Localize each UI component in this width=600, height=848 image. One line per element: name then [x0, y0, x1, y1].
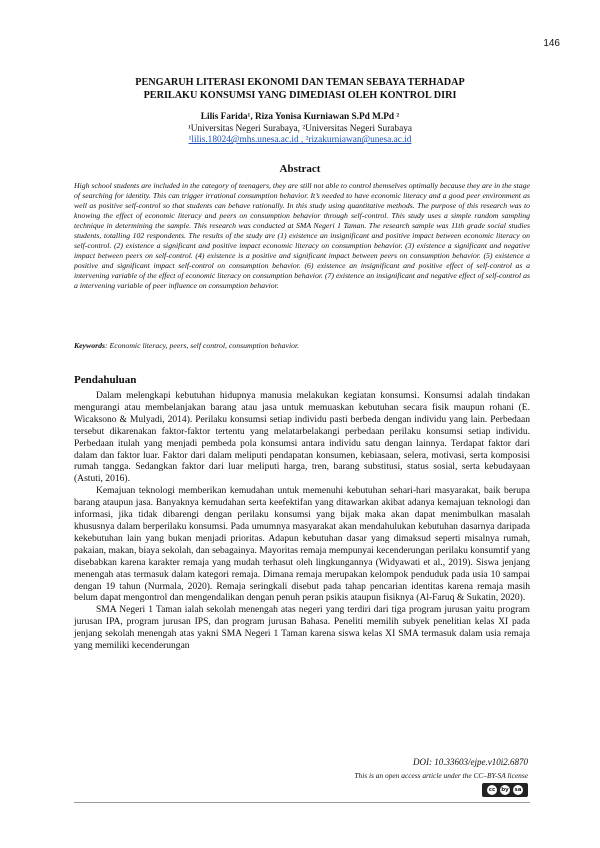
keywords-list: : Economic literacy, peers, self control, consumption behavior. — [105, 341, 300, 350]
cc-icon: cc — [488, 787, 496, 793]
footer-divider — [74, 802, 530, 803]
author-block — [70, 112, 530, 147]
page-number: 146 — [543, 38, 560, 49]
body-paragraph: Kemajuan teknologi memberikan kemudahan untuk memenuhi kebutuhan sehari-hari masyarakat, baik berupa barang ataupun jasa. Banyaknya kemudahan serta keefektifan yang ditawarkan akibat adanya kemajuan teknologi dan informasi, jika tidak dibarengi dengan perilaku konsumsi yang bijak maka akan dapat menimbulkan masalah khususnya dalam berperilaku konsumsi. Pada umumnya masyarakat akan mendahulukan kebutuhan dasarnya daripada kekebutuhan lain yang bukan menjadi prioritas. Adapun kebutuhan dasar yang dimaksud seperti misalnya rumah, pakaian, makan, biaya sekolah, dan sebagainya. Mayoritas remaja mempunyai kecenderungan perilaku konsumtif yang disebabkan karena karakter remaja yang mudah terhasut oleh lingkungannya (Widyawati et al., 2019). Siswa jenjang menengah atas termasuk dalam kategori remaja. Dimana remaja merupakan kelompok penduduk pada usia 10 sampai dengan 19 tahun (Nurmala, 2020). Remaja seringkali disebut pada tahap pencarian identitas karena remaja masih belum dapat mengontrol dan mengendalikan dengan penuh peran psikis ataupun fisiknya (Al-Faruq & Sukatin, 2020). — [74, 485, 530, 604]
body-paragraph: SMA Negeri 1 Taman ialah sekolah menengah atas negeri yang terdiri dari tiga program jurusan yaitu program jurusan IPA, program jurusan IPS, dan program jurusan Bahasa. Peneliti memilih subyek penelitian kelas XI pada jenjang sekolah menengah atas yakni SMA Negeri 1 Taman karena siswa kelas XI SMA termasuk dalam usia remaja yang memiliki kecenderungan — [74, 604, 530, 652]
section-heading: Pendahuluan — [74, 374, 137, 386]
keywords-label: Keywords — [74, 341, 105, 350]
abstract-heading: Abstract — [279, 163, 321, 175]
author-affiliations: ¹Universitas Negeri Surabaya, ²Universitas Negeri Surabaya — [188, 123, 412, 134]
by-icon: by — [501, 787, 509, 793]
abstract-text: High school students are included in the category of teenagers, they are still not able to control themselves optimally because they are in the stage of searching for identity. This can trigger irrational consumption behavior. It’s needed to have economic literacy and a good peer environment as well as positive self-control so that students can behave rationally. In this study using quantitative methods. The purpose of this research was to knowing the effect of economic literacy and peers on consumption behavior through self-control. This study uses a simple random sampling technique in determining the sample. This research was conducted at SMA Negeri 1 Taman. The research sample was 11th grade social studies students, totalling 102 respondents. The results of the study are (1) existence an insignificant and positive impact between economic literacy on self-control. (2) existence a significant and positive impact economic literacy on consumption behavior. (3) existence a significant and negative impact between peers on self-control. (4) existence is a positive and significant impact between peers on consumption behavior. (5) existence a positive and significant impact self-control on consumption behavior. (6) existence an insignificant and positive effect of self-control as a intervening variable of the effect of economic literacy on consumption behavior. (7) existence an insignificant and negative effect of self-control as a intervening variable of peer influence on consumption behavior. — [74, 181, 530, 291]
author-names: Lilis Farida¹, Riza Yonisa Kurniawan S.Pd M.Pd ² — [200, 112, 400, 122]
cc-by-sa-badge[interactable] — [482, 783, 528, 797]
author-emails[interactable]: ¹lilis.18024@mhs.unesa.ac.id , ²rizakurniawan@unesa.ac.id — [188, 135, 412, 146]
keywords — [74, 341, 530, 351]
section-body — [74, 390, 530, 652]
sa-icon: sa — [514, 787, 522, 793]
doi[interactable]: DOI: 10.33603/ejpe.v10i2.6870 — [413, 757, 528, 767]
title-line-2: PERILAKU KONSUMSI YANG DIMEDIASI OLEH KONTROL DIRI — [143, 90, 457, 101]
license-note: This is an open access article under the CC–BY-SA license — [354, 771, 528, 780]
body-paragraph: Dalam melengkapi kebutuhan hidupnya manusia melakukan kegiatan konsumsi. Konsumsi adalah tindakan mengurangi atau membelanjakan barang atau jasa untuk memuaskan kebutuhan secara fisik maupun rohani (E. Wicaksono & Mulyadi, 2014). Perilaku konsumsi setiap individu pasti berbeda dengan individu yang lain. Perbedaan tersebut dikarenakan faktor-faktor tertentu yang melatarbelakangi perbedaan perilaku konsumsi setiap individu. Perbedaan itulah yang menjadi pembeda pola konsumsi antara individu satu dengan lainnya. Terdapat faktor dari dalam dan faktor luar. Faktor dari dalam meliputi pendapatan konsumen, kebiasaan, selera, motivasi, serta komposisi rumah tangga. Sedangkan faktor dari luar meliputi harga, tren, barang substitusi, status sosial, serta kebudayaan (Astuti, 2016). — [74, 390, 530, 485]
title-line-1: PENGARUH LITERASI EKONOMI DAN TEMAN SEBAYA TERHADAP — [135, 77, 465, 88]
paper-title — [70, 76, 530, 102]
